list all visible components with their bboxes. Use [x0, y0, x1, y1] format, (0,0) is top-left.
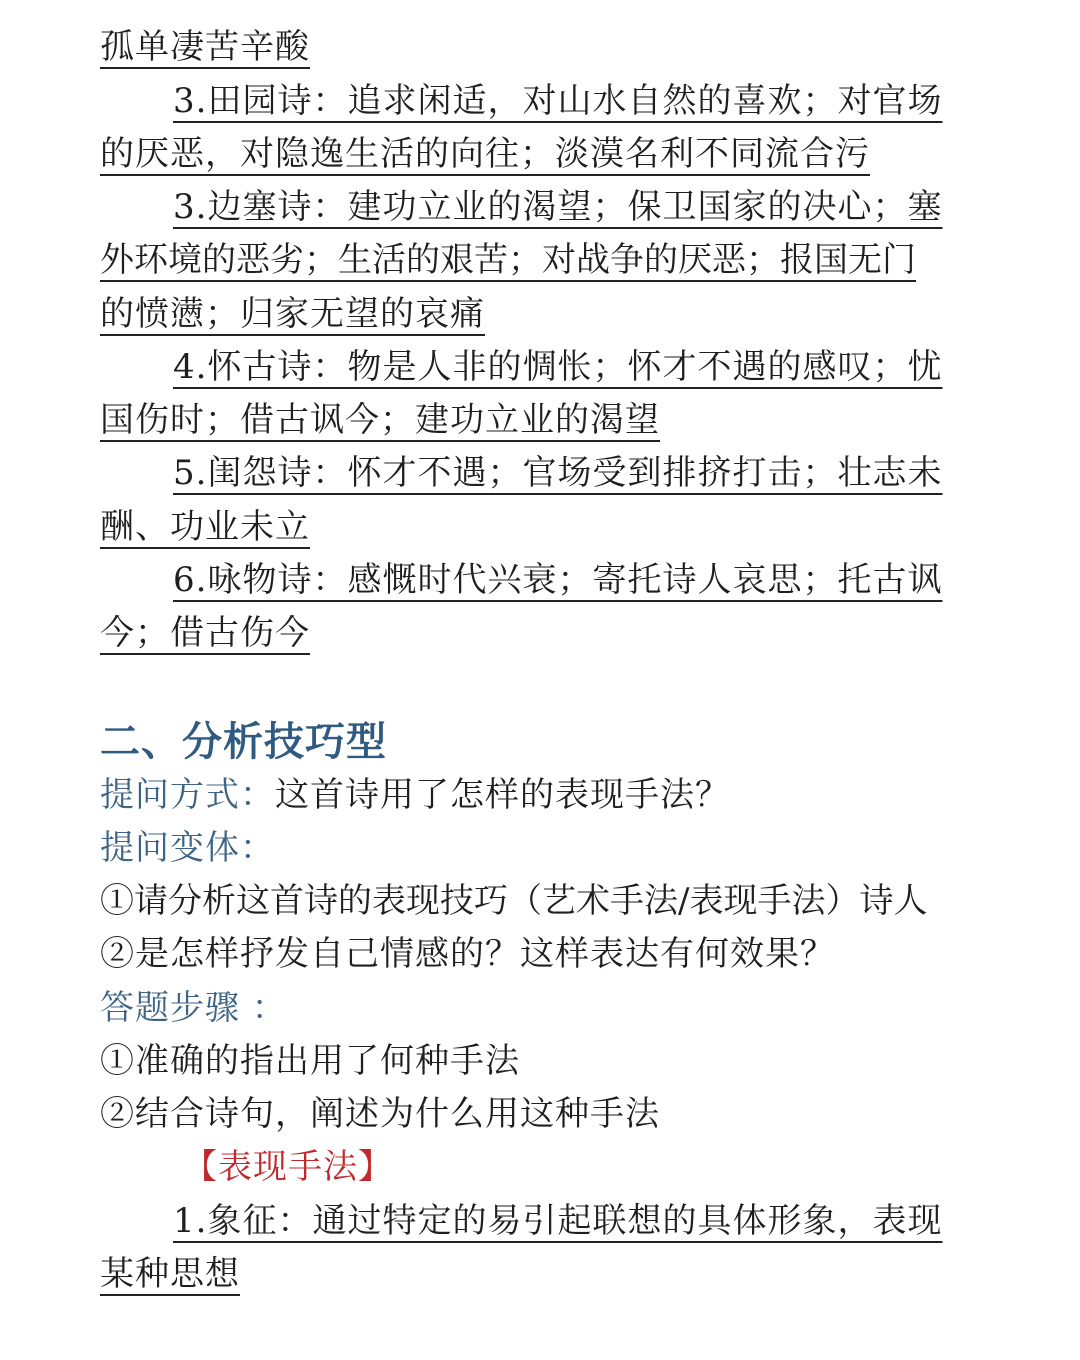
text-line: 的厌恶，对隐逸生活的向往；淡漠名利不同流合污 — [100, 134, 870, 174]
text-line: 6.咏物诗：感慨时代兴衰；寄托诗人哀思；托古讽 — [173, 560, 943, 600]
variant-item: ①请分析这首诗的表现技巧（艺术手法/表现手法）诗人 — [100, 881, 928, 921]
section-heading: 二、分析技巧型 — [100, 719, 387, 765]
text-line: 1.象征：通过特定的易引起联想的具体形象，表现 — [173, 1201, 943, 1241]
text-line: 酬、功业未立 — [100, 507, 310, 547]
variant-label: 提问变体： — [100, 828, 275, 868]
text-line: 孤单凄苦辛酸 — [100, 27, 310, 67]
steps-label: 答题步骤 ： — [100, 988, 287, 1028]
step-item: ②结合诗句，阐述为什么用这种手法 — [100, 1094, 660, 1134]
text-line: 某种思想 — [100, 1254, 240, 1294]
category-tag: 【表现手法】 — [183, 1147, 393, 1187]
text-line: 的愤懑；归家无望的哀痛 — [100, 294, 485, 334]
question-line — [100, 770, 730, 823]
text-line: 外环境的恶劣；生活的艰苦；对战争的厌恶；报国无门 — [100, 240, 916, 280]
text-line: 今；借古伤今 — [100, 613, 310, 653]
text-line: 3.田园诗：追求闲适，对山水自然的喜欢；对官场 — [173, 81, 943, 121]
text-line: 3.边塞诗：建功立业的渴望；保卫国家的决心；塞 — [173, 187, 943, 227]
question-label: 提问方式： — [100, 775, 275, 815]
text-line: 国伤时；借古讽今；建功立业的渴望 — [100, 400, 660, 440]
variant-item: ②是怎样抒发自己情感的？这样表达有何效果？ — [100, 934, 835, 974]
text-line: 4.怀古诗：物是人非的惆怅；怀才不遇的感叹；忧 — [173, 347, 943, 387]
question-text: 这首诗用了怎样的表现手法？ — [275, 775, 730, 815]
text-line: 5.闺怨诗：怀才不遇；官场受到排挤打击；壮志未 — [173, 453, 943, 493]
step-item: ①准确的指出用了何种手法 — [100, 1041, 520, 1081]
